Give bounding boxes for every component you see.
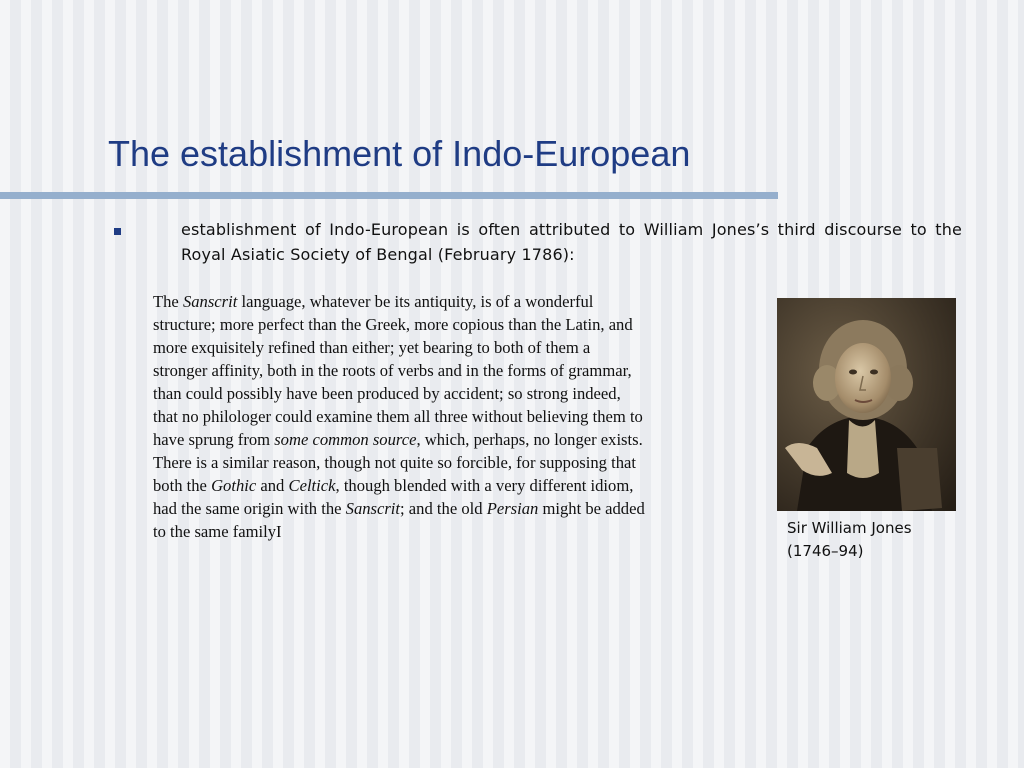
- quote-line: [153, 382, 753, 405]
- quote-text-run: The: [153, 292, 183, 311]
- title-underline-bar: [0, 192, 778, 199]
- quote-text-run: , which, perhaps, no longer exists.: [416, 430, 643, 449]
- quote-italic-term: Sanscrit: [345, 499, 401, 518]
- quote-line: [153, 405, 753, 428]
- quote-text-run: and: [256, 476, 289, 495]
- quote-italic-term: Sanscrit: [182, 292, 238, 311]
- quote-text-run: both the: [153, 476, 212, 495]
- caption-dates: (1746–94): [787, 542, 864, 560]
- quote-text-run: There is a similar reason, though not quite so forcible, for supposing that: [153, 453, 636, 472]
- quote-line: [153, 336, 753, 359]
- slide-title: The establishment of Indo-European: [108, 133, 691, 174]
- portrait-caption: [787, 517, 912, 563]
- caption-name: Sir William Jones: [787, 519, 912, 537]
- portrait-image: [777, 298, 956, 511]
- quote-line: [153, 497, 753, 520]
- quote-text-run: might be added: [538, 499, 645, 518]
- quote-text-run: language, whatever be its antiquity, is of a wonderful: [237, 292, 594, 311]
- quote-line: [153, 359, 753, 382]
- quote-italic-term: Celtick: [288, 476, 336, 495]
- quote-text-run: stronger affinity, both in the roots of verbs and in the forms of grammar,: [153, 361, 632, 380]
- quote-text-run: have sprung from: [153, 430, 275, 449]
- quote-italic-term: Gothic: [211, 476, 257, 495]
- quote-text-run: ; and the old: [400, 499, 487, 518]
- quote-line: [153, 290, 753, 313]
- quote-line: [153, 313, 753, 336]
- quote-text-run: that no philologer could examine them all three without believing them to: [153, 407, 643, 426]
- quote-text-run: , though blended with a very different idiom,: [335, 476, 634, 495]
- quote-italic-term: some common source: [274, 430, 417, 449]
- bullet-text: establishment of Indo-European is often attributed to William Jones’s third discourse to the Royal Asiatic Society of Bengal (February 1786):: [181, 220, 962, 264]
- quote-text-run: to the same familyI: [153, 522, 282, 541]
- quote-block: [153, 290, 753, 543]
- quote-text-run: had the same origin with the: [153, 499, 346, 518]
- portrait-engraving: [777, 298, 956, 511]
- quote-text-run: more exquisitely refined than either; yet bearing to both of them a: [153, 338, 591, 357]
- quote-line: [153, 520, 753, 543]
- quote-text-run: structure; more perfect than the Greek, more copious than the Latin, and: [153, 315, 633, 334]
- square-bullet-icon: [114, 228, 121, 235]
- quote-line: [153, 428, 753, 451]
- quote-italic-term: Persian: [486, 499, 539, 518]
- quote-line: [153, 474, 753, 497]
- quote-text-run: than could possibly have been produced by accident; so strong indeed,: [153, 384, 621, 403]
- quote-line: [153, 451, 753, 474]
